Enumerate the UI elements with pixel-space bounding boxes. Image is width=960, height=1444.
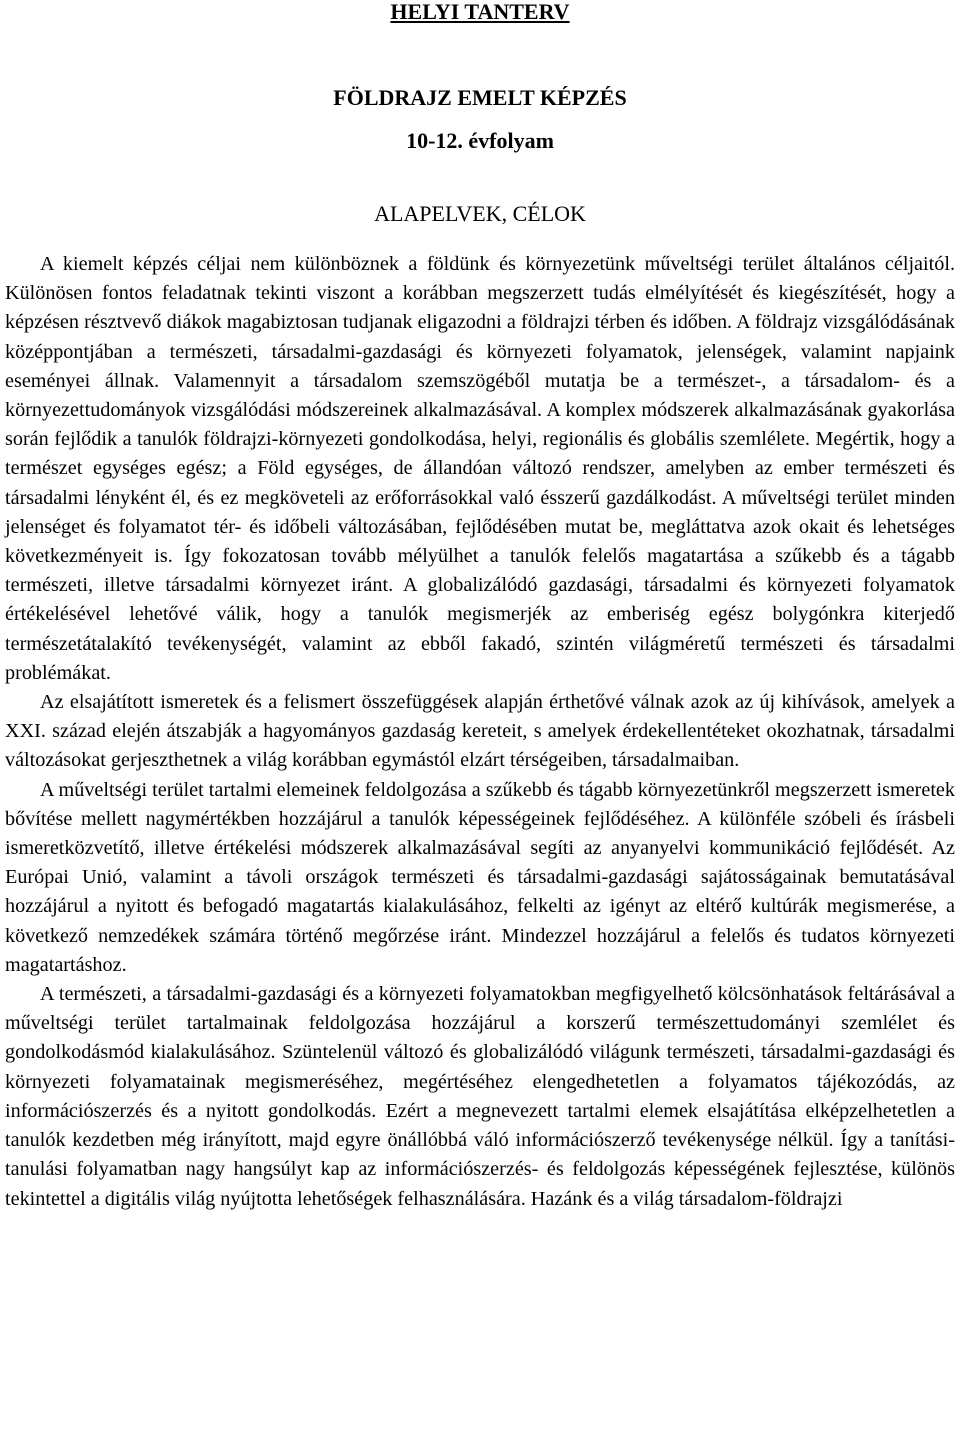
paragraph: A természeti, a társadalmi-gazdasági és a környezeti folyamatokban megfigyelhető kölcsönhatások feltárásával a műveltségi terület tartalmainak feldolgozása hozzájárul a korszerű természettudományi szemlélet és gondolkodásmód kialakulásához. Szüntelenül változó és globalizálódó világunk természeti, társadalmi-gazdasági és környezeti folyamatainak megismeréséhez, megértéséhez elengedhetetlen a folyamatos tájékozódás, az információszerzés és a nyitott gondolkodás. Ezért a megnevezett tartalmi elemek elsajátítása elképzelhetetlen a tanulók kezdetben még irányított, majd egyre önállóbbá váló információszerző tevékenysége nélkül. Így a tanítási-tanulási folyamatban nagy hangsúlyt kap az információszerzés- és feldolgozás képességének fejlesztése, különös tekintettel a digitális világ nyújtotta lehetőségek felhasználására. Hazánk és a világ társadalom-földrajzi	[5, 983, 955, 1210]
paragraph: A műveltségi terület tartalmi elemeinek feldolgozása a szűkebb és tágabb környezetünkről megszerzett ismeretek bővítése mellett nagymértékben hozzájárul a tanulók képességeinek fejlődéséhez. A különféle szóbeli és írásbeli ismeretközvetítő, illetve értékelési módszerek alkalmazásával segíti az anyanyelvi kommunikáció fejlődését. Az Európai Unió, valamint a távoli országok természeti és társadalmi-gazdasági sajátosságainak bemutatásával hozzájárul a nyitott és befogadó magatartás kialakulásához, felkelti az igényt az eltérő kultúrák megismerése, a következő nemzedékek számára történő megőrzése iránt. Mindezzel hozzájárul a felelős és tudatos környezeti magatartáshoz.	[5, 778, 955, 976]
document-title: HELYI TANTERV	[390, 0, 570, 24]
body-text	[5, 250, 955, 1214]
section-title: ALAPELVEK, CÉLOK	[374, 201, 586, 226]
grade-level: 10-12. évfolyam	[406, 128, 554, 153]
subject-title: FÖLDRAJZ EMELT KÉPZÉS	[333, 85, 627, 110]
paragraph: A kiemelt képzés céljai nem különböznek a földünk és környezetünk műveltségi terület általános céljaitól. Különösen fontos feladatnak tekinti viszont a korábban megszerzett tudás elmélyítését és kiegészítését, hogy a képzésen résztvevő diákok magabiztosan tudjanak eligazodni a földrajzi térben és időben. A földrajz vizsgálódásának középpontjában a természeti, társadalmi-gazdasági és környezeti folyamatok, jelenségek, valamint napjaink eseményei állnak. Valamennyit a társadalom szemszögéből mutatja be a természet-, a társadalom- és a környezettudományok vizsgálódási módszereinek alkalmazásával. A komplex módszerek alkalmazásának gyakorlása során fejlődik a tanulók földrajzi-környezeti gondolkodása, helyi, regionális és globális szemlélete. Megértik, hogy a természet egységes egész; a Föld egységes, de állandóan változó rendszer, amelyben az ember természeti és társadalmi lényként él, és ez megköveteli az erőforrásokkal való ésszerű gazdálkodást. A műveltségi terület minden jelenséget és folyamatot tér- és időbeli változásában, fejlődésében mutat be, megláttatva azok okait és lehetséges következményeit is. Így fokozatosan tovább mélyülhet a tanulók felelős magatartása a szűkebb és a tágabb természeti, illetve társadalmi környezet iránt. A globalizálódó gazdasági, társadalmi és környezeti folyamatok értékelésével lehetővé válik, hogy a tanulók megismerjék az emberiség egész bolygónkra kiterjedő természetátalakító tevékenységét, valamint az ebből fakadó, szintén világméretű természeti és társadalmi problémákat.	[5, 253, 955, 684]
paragraph: Az elsajátított ismeretek és a felismert összefüggések alapján érthetővé válnak azok az új kihívások, amelyek a XXI. század elején átszabják a hagyományos gazdaság kereteit, s amelyek érdekellentéteket okozhatnak, társadalmi változásokat gerjeszthetnek a világ korábban egymástól elzárt térségeiben, társadalmaiban.	[5, 691, 955, 772]
